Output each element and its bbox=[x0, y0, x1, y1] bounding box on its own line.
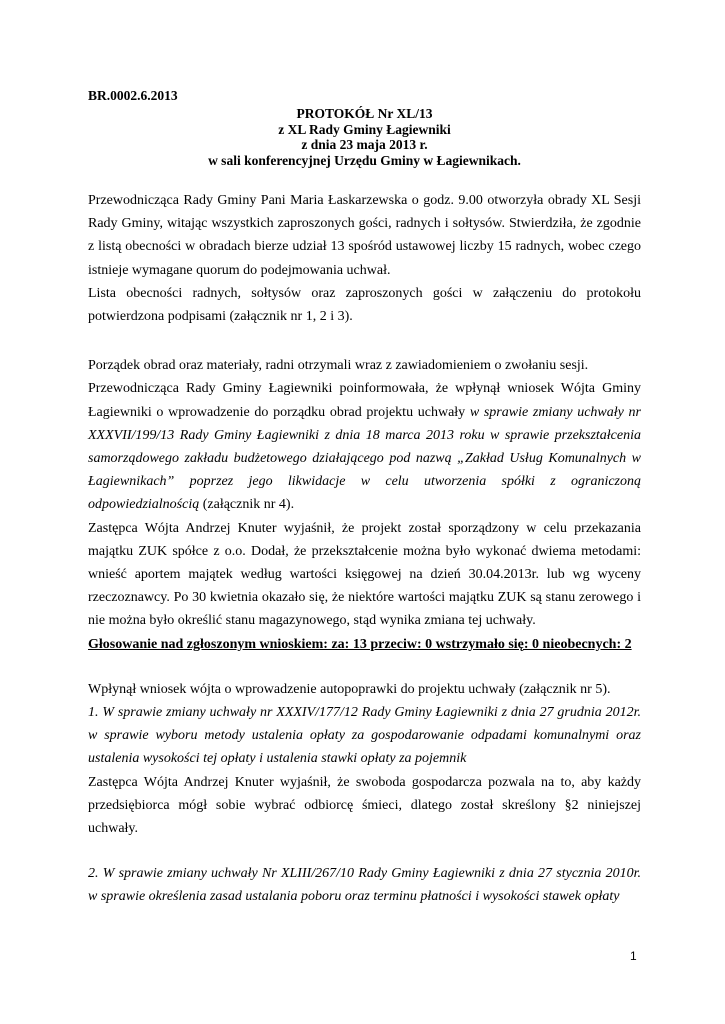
paragraph-motion bbox=[88, 377, 641, 516]
reference-number: BR.0002.6.2013 bbox=[88, 88, 178, 103]
agenda-item-2: 2. W sprawie zmiany uchwały Nr XLIII/267/10 Rady Gminy Łagiewniki z dnia 27 stycznia 2010r. w sprawie określenia zasad ustalania poboru oraz terminu płatności i wysokości stawek opłaty bbox=[88, 866, 641, 905]
title-line-4: w sali konferencyjnej Urzędu Gminy w Łagiewnikach. bbox=[208, 153, 521, 169]
vote-result: Głosowanie nad zgłoszonym wnioskiem: za: 13 przeciw: 0 wstrzymało się: 0 nieobecnych: 2 bbox=[88, 636, 632, 652]
motion-attachment: (załącznik nr 4). bbox=[199, 497, 295, 513]
title-line-2: z XL Rady Gminy Łagiewniki bbox=[278, 121, 451, 137]
document-body bbox=[88, 189, 641, 909]
paragraph-agenda: Porządek obrad oraz materiały, radni otrzymali wraz z zawiadomieniem o zwołaniu sesji. bbox=[88, 358, 589, 374]
paragraph-attendance: Lista obecności radnych, sołtysów oraz zaproszonych gości w załączeniu do protokołu potwierdzona podpisami (załącznik nr 1, 2 i 3). bbox=[88, 285, 641, 325]
agenda-item-1: 1. W sprawie zmiany uchwały nr XXXIV/177/12 Rady Gminy Łagiewniki z dnia 27 grudnia 2012r. w sprawie wyboru metody ustalenia opłaty za gospodarowanie odpadami komunalnymi oraz ustalenia wysokości tej opłaty i ustalenia stawki opłaty za pojemnik bbox=[88, 705, 641, 767]
motion-text: Przewodnicząca Rady Gminy Łagiewniki poinformowała, że wpłynął wniosek Wójta Gminy Łagiewniki o wprowadzenie do porządku obrad projektu uchwały bbox=[88, 381, 641, 420]
paragraph-explanation: Zastępca Wójta Andrzej Knuter wyjaśnił, że projekt został sporządzony w celu przekazania majątku ZUK spółce z o.o. Dodał, że przekształcenie można było wykonać dwiema metodami: wnieść aportem majątek według wartości księgowej na dzień 30.04.2013r. lub wg wyceny rzeczoznawcy. Po 30 kwietnia okazało się, że niektóre wartości majątku ZUK są stanu zerowego i nie można było określić stanu magazynowego, stąd wynika zmiana tej uchwały. bbox=[88, 520, 641, 629]
title-line-1: PROTOKÓŁ Nr XL/13 bbox=[296, 106, 433, 121]
protocol-title bbox=[88, 106, 641, 169]
page-number: 1 bbox=[630, 949, 637, 963]
paragraph-opening: Przewodnicząca Rady Gminy Pani Maria Łaskarzewska o godz. 9.00 otworzyła obrady XL Sesji Rady Gminy, witając wszystkich zaproszonych gości, radnych i sołtysów. Stwierdziła, że zgodnie z listą obecności w obradach bierze udział 13 spośród ustawowej liczby 15 radnych, wobec czego istnieje wymagane quorum do podejmowania uchwał. bbox=[88, 193, 641, 278]
paragraph-amendment: Wpłynął wniosek wójta o wprowadzenie autopoprawki do projektu uchwały (załącznik nr 5). bbox=[88, 681, 611, 697]
motion-resolution-title: w sprawie zmiany uchwały nr XXXVII/199/13 Rady Gminy Łagiewniki z dnia 18 marca 2013 roku w sprawie przekształcenia samorządowego zakładu budżetowego działającego pod nazwą „Zakład Usług Komunalnych w Łagiewnikach” poprzez jego likwidacje w celu utworzenia spółki z ograniczoną odpowiedzialnością bbox=[88, 404, 641, 513]
title-line-3: z dnia 23 maja 2013 r. bbox=[301, 137, 428, 153]
paragraph-explanation-2: Zastępca Wójta Andrzej Knuter wyjaśnił, że swoboda gospodarcza pozwala na to, aby każdy przedsiębiorca mógł sobie wybrać odbiorcę śmieci, dlatego został skreślony §2 niniejszej uchwały. bbox=[88, 774, 641, 837]
